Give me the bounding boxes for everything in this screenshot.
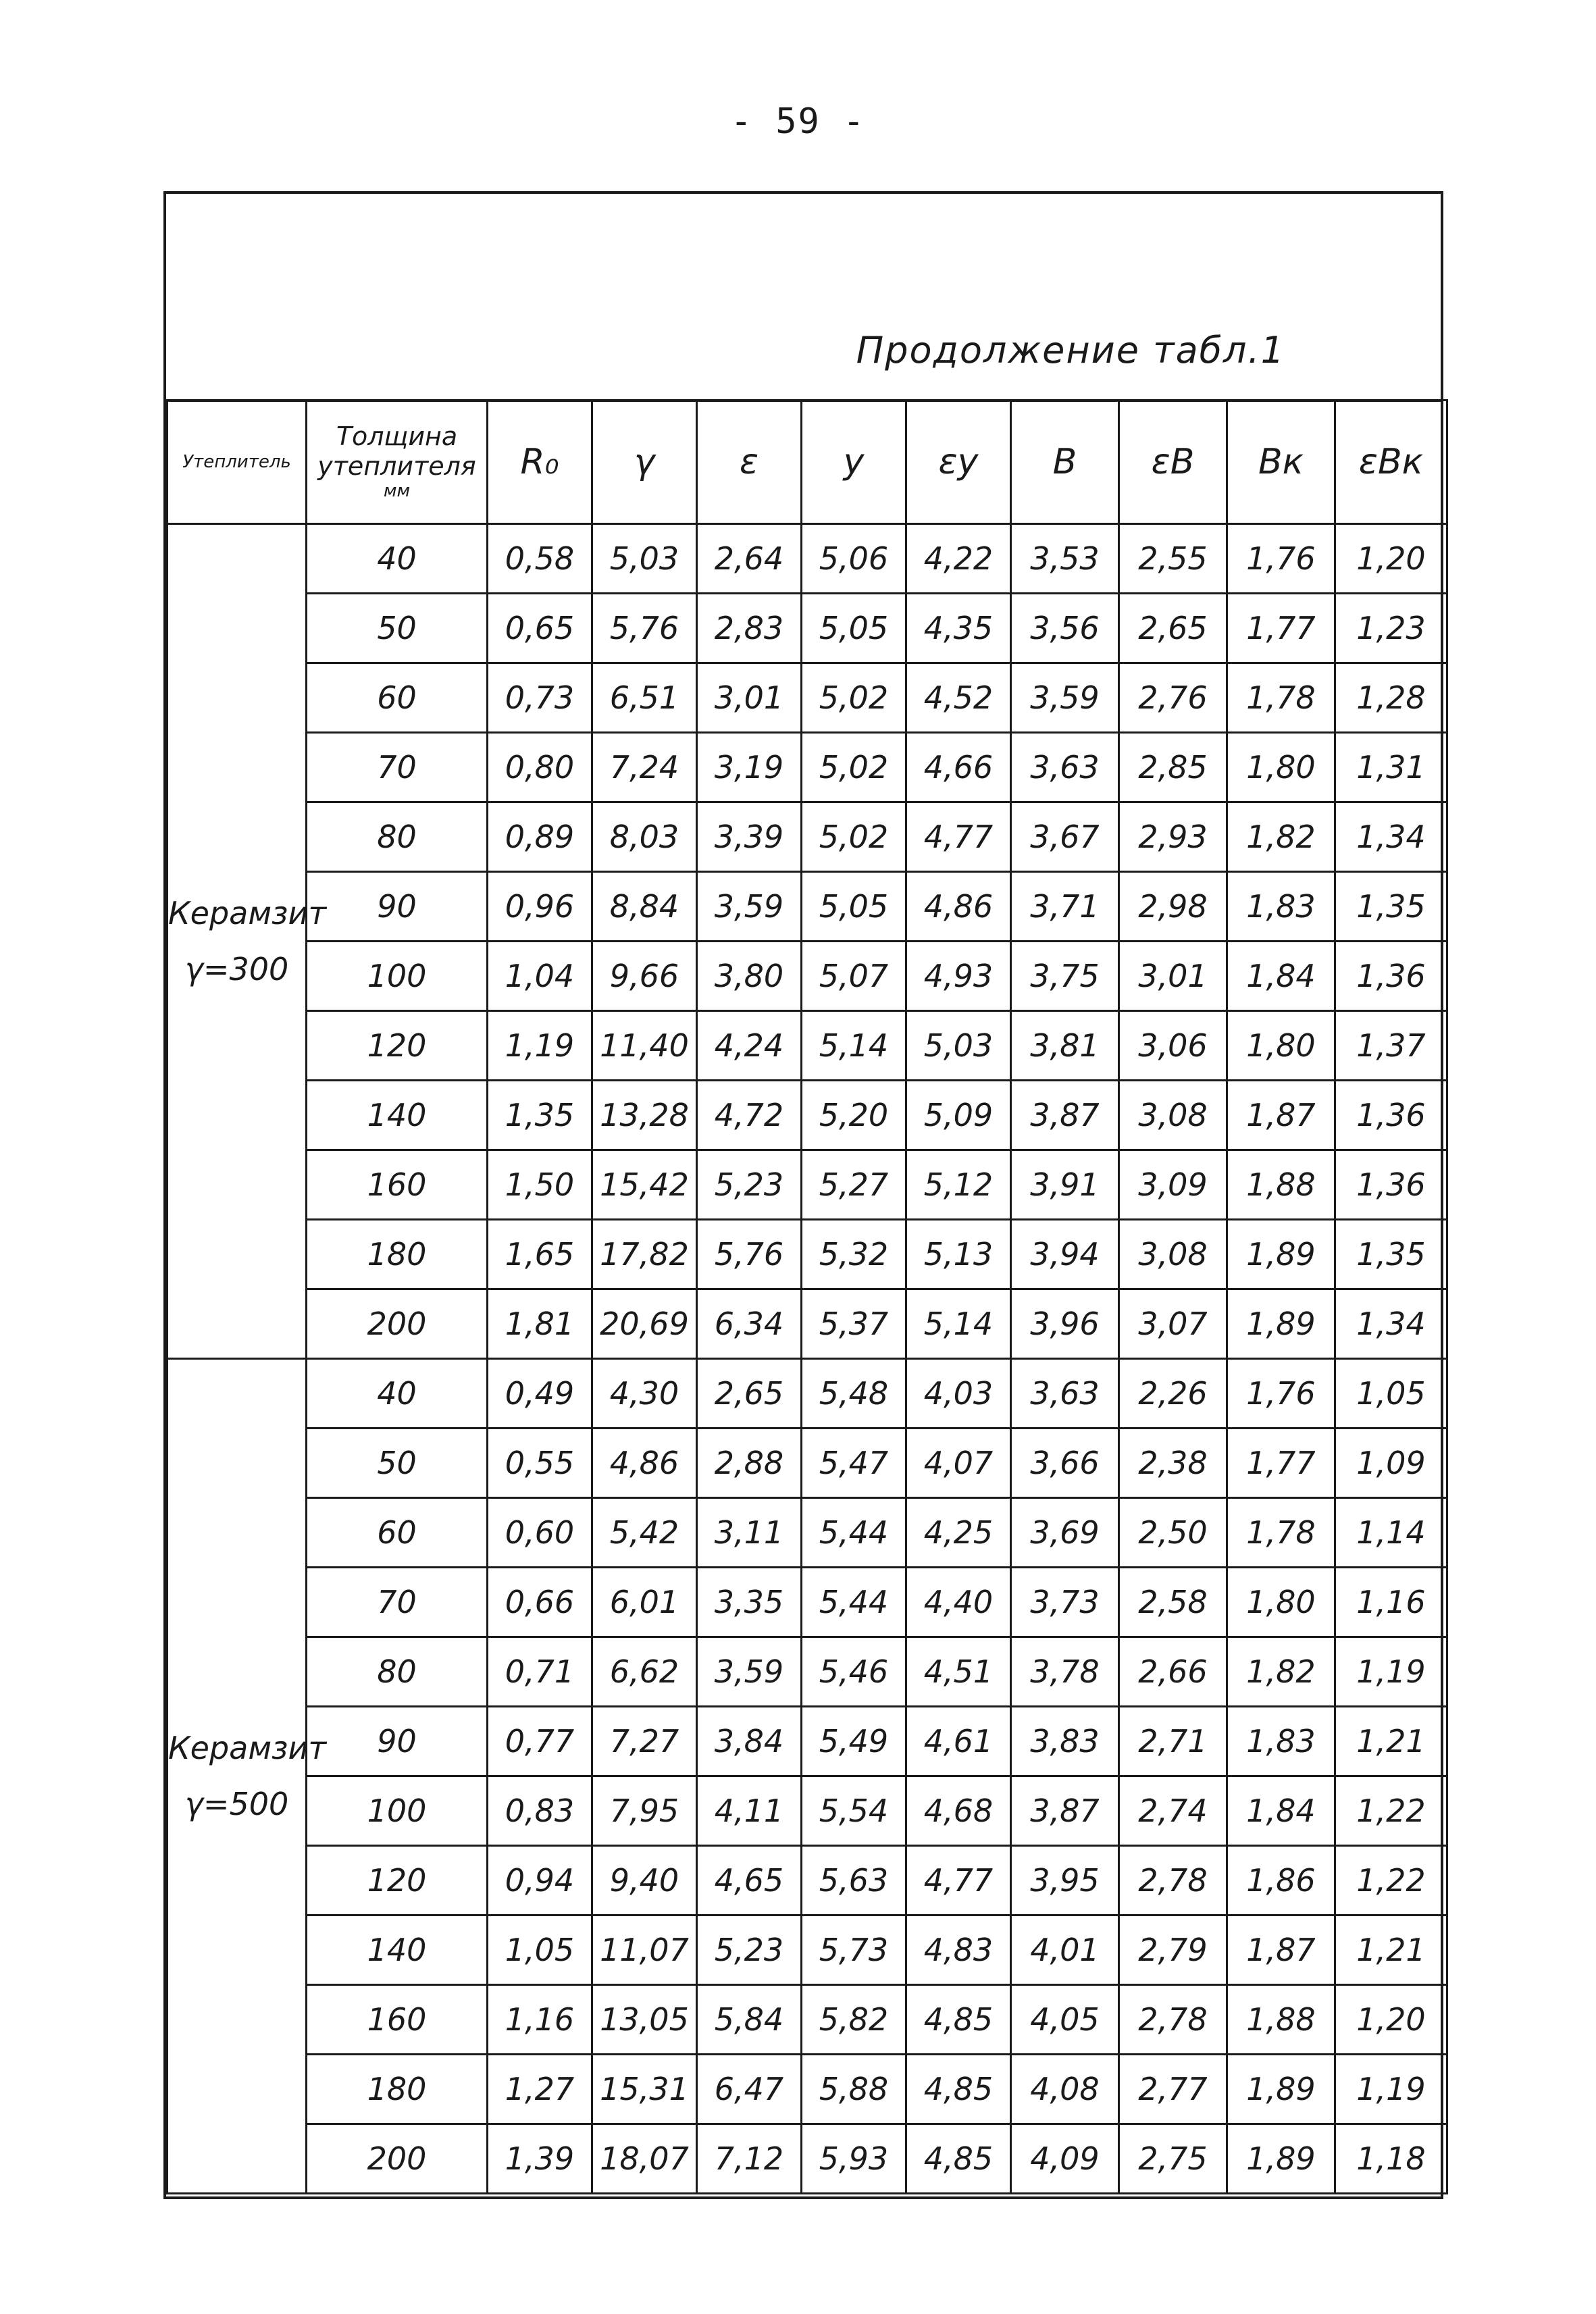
value-cell: 3,01 <box>697 663 802 733</box>
value-cell: 1,87 <box>1227 1916 1335 1985</box>
caption-area <box>166 194 1441 402</box>
value-cell: 5,54 <box>802 1776 906 1846</box>
thickness-cell: 90 <box>307 872 488 942</box>
value-cell: 1,21 <box>1335 1916 1447 1985</box>
value-cell: 2,77 <box>1119 2055 1227 2124</box>
value-cell: 5,03 <box>906 1011 1011 1081</box>
header-thickness-line2: утеплителя <box>317 451 476 482</box>
value-cell: 1,88 <box>1227 1150 1335 1220</box>
table-row <box>168 1359 1447 1429</box>
value-cell: 4,03 <box>906 1359 1011 1429</box>
header-col: ε <box>697 401 802 524</box>
value-cell: 1,89 <box>1227 1289 1335 1359</box>
value-cell: 0,94 <box>488 1846 592 1916</box>
table-row <box>168 1150 1447 1220</box>
table-row <box>168 1011 1447 1081</box>
value-cell: 7,95 <box>592 1776 697 1846</box>
value-cell: 3,59 <box>1011 663 1119 733</box>
value-cell: 2,38 <box>1119 1429 1227 1498</box>
value-cell: 7,24 <box>592 733 697 802</box>
value-cell: 0,65 <box>488 594 592 663</box>
value-cell: 4,85 <box>906 2124 1011 2194</box>
thickness-cell: 80 <box>307 802 488 872</box>
value-cell: 1,36 <box>1335 1081 1447 1150</box>
value-cell: 4,08 <box>1011 2055 1119 2124</box>
value-cell: 5,44 <box>802 1568 906 1637</box>
value-cell: 2,74 <box>1119 1776 1227 1846</box>
value-cell: 1,65 <box>488 1220 592 1289</box>
value-cell: 8,84 <box>592 872 697 942</box>
value-cell: 5,02 <box>802 733 906 802</box>
value-cell: 4,11 <box>697 1776 802 1846</box>
header-col: R₀ <box>488 401 592 524</box>
value-cell: 5,44 <box>802 1498 906 1568</box>
value-cell: 4,51 <box>906 1637 1011 1707</box>
header-thickness-line1: Толщина <box>336 421 458 452</box>
thickness-cell: 100 <box>307 1776 488 1846</box>
value-cell: 4,40 <box>906 1568 1011 1637</box>
value-cell: 11,40 <box>592 1011 697 1081</box>
page-number: - 59 - <box>730 101 866 142</box>
header-col: εy <box>906 401 1011 524</box>
value-cell: 1,82 <box>1227 802 1335 872</box>
thickness-cell: 160 <box>307 1150 488 1220</box>
table-row <box>168 872 1447 942</box>
header-col: B <box>1011 401 1119 524</box>
header-thickness <box>307 401 488 524</box>
value-cell: 0,96 <box>488 872 592 942</box>
value-cell: 7,27 <box>592 1707 697 1776</box>
value-cell: 4,05 <box>1011 1985 1119 2055</box>
value-cell: 2,85 <box>1119 733 1227 802</box>
value-cell: 5,32 <box>802 1220 906 1289</box>
value-cell: 2,88 <box>697 1429 802 1498</box>
value-cell: 3,87 <box>1011 1776 1119 1846</box>
group-material: Керамзит <box>168 1729 327 1766</box>
value-cell: 0,58 <box>488 524 592 594</box>
value-cell: 0,83 <box>488 1776 592 1846</box>
value-cell: 7,12 <box>697 2124 802 2194</box>
value-cell: 6,34 <box>697 1289 802 1359</box>
value-cell: 4,93 <box>906 942 1011 1011</box>
value-cell: 5,76 <box>697 1220 802 1289</box>
value-cell: 4,52 <box>906 663 1011 733</box>
value-cell: 4,85 <box>906 1985 1011 2055</box>
value-cell: 1,76 <box>1227 1359 1335 1429</box>
thickness-cell: 40 <box>307 524 488 594</box>
table-row <box>168 733 1447 802</box>
value-cell: 1,27 <box>488 2055 592 2124</box>
table-row <box>168 1846 1447 1916</box>
thickness-cell: 140 <box>307 1081 488 1150</box>
table-row <box>168 1637 1447 1707</box>
value-cell: 3,84 <box>697 1707 802 1776</box>
value-cell: 9,40 <box>592 1846 697 1916</box>
value-cell: 1,35 <box>1335 1220 1447 1289</box>
table-row <box>168 942 1447 1011</box>
thickness-cell: 80 <box>307 1637 488 1707</box>
value-cell: 0,89 <box>488 802 592 872</box>
value-cell: 5,23 <box>697 1916 802 1985</box>
value-cell: 5,05 <box>802 594 906 663</box>
value-cell: 1,09 <box>1335 1429 1447 1498</box>
value-cell: 1,37 <box>1335 1011 1447 1081</box>
value-cell: 1,89 <box>1227 2055 1335 2124</box>
value-cell: 2,98 <box>1119 872 1227 942</box>
table-caption: Продолжение табл.1 <box>856 329 1285 371</box>
value-cell: 11,07 <box>592 1916 697 1985</box>
thickness-cell: 120 <box>307 1011 488 1081</box>
value-cell: 4,22 <box>906 524 1011 594</box>
value-cell: 3,01 <box>1119 942 1227 1011</box>
value-cell: 1,76 <box>1227 524 1335 594</box>
value-cell: 2,58 <box>1119 1568 1227 1637</box>
value-cell: 5,14 <box>906 1289 1011 1359</box>
value-cell: 3,80 <box>697 942 802 1011</box>
value-cell: 0,55 <box>488 1429 592 1498</box>
value-cell: 2,64 <box>697 524 802 594</box>
value-cell: 5,23 <box>697 1150 802 1220</box>
value-cell: 1,80 <box>1227 733 1335 802</box>
thickness-cell: 60 <box>307 663 488 733</box>
value-cell: 3,11 <box>697 1498 802 1568</box>
thickness-cell: 200 <box>307 2124 488 2194</box>
value-cell: 3,59 <box>697 1637 802 1707</box>
header-row <box>168 401 1447 524</box>
value-cell: 1,18 <box>1335 2124 1447 2194</box>
value-cell: 5,63 <box>802 1846 906 1916</box>
value-cell: 1,16 <box>1335 1568 1447 1637</box>
value-cell: 1,16 <box>488 1985 592 2055</box>
value-cell: 1,23 <box>1335 594 1447 663</box>
header-thickness-unit: мм <box>383 480 411 501</box>
value-cell: 3,53 <box>1011 524 1119 594</box>
value-cell: 1,83 <box>1227 1707 1335 1776</box>
thickness-cell: 70 <box>307 1568 488 1637</box>
value-cell: 9,66 <box>592 942 697 1011</box>
value-cell: 2,93 <box>1119 802 1227 872</box>
value-cell: 5,27 <box>802 1150 906 1220</box>
thickness-cell: 180 <box>307 1220 488 1289</box>
value-cell: 5,14 <box>802 1011 906 1081</box>
value-cell: 3,78 <box>1011 1637 1119 1707</box>
thickness-cell: 90 <box>307 1707 488 1776</box>
value-cell: 4,86 <box>592 1429 697 1498</box>
value-cell: 5,49 <box>802 1707 906 1776</box>
value-cell: 4,68 <box>906 1776 1011 1846</box>
value-cell: 3,73 <box>1011 1568 1119 1637</box>
thickness-cell: 60 <box>307 1498 488 1568</box>
value-cell: 3,59 <box>697 872 802 942</box>
value-cell: 5,09 <box>906 1081 1011 1150</box>
value-cell: 0,66 <box>488 1568 592 1637</box>
value-cell: 1,36 <box>1335 942 1447 1011</box>
value-cell: 4,25 <box>906 1498 1011 1568</box>
value-cell: 4,35 <box>906 594 1011 663</box>
value-cell: 1,88 <box>1227 1985 1335 2055</box>
data-table <box>166 399 1448 2194</box>
thickness-cell: 70 <box>307 733 488 802</box>
value-cell: 4,07 <box>906 1429 1011 1498</box>
group-density: γ=300 <box>184 950 289 987</box>
value-cell: 0,60 <box>488 1498 592 1568</box>
value-cell: 4,66 <box>906 733 1011 802</box>
group-label <box>168 1359 327 2194</box>
value-cell: 13,28 <box>592 1081 697 1150</box>
table-row <box>168 802 1447 872</box>
value-cell: 3,07 <box>1119 1289 1227 1359</box>
header-col: γ <box>592 401 697 524</box>
value-cell: 3,08 <box>1119 1220 1227 1289</box>
value-cell: 3,69 <box>1011 1498 1119 1568</box>
value-cell: 1,78 <box>1227 663 1335 733</box>
header-col: y <box>802 401 906 524</box>
value-cell: 5,37 <box>802 1289 906 1359</box>
value-cell: 3,06 <box>1119 1011 1227 1081</box>
table-frame <box>163 191 1443 2199</box>
value-cell: 5,02 <box>802 663 906 733</box>
value-cell: 4,65 <box>697 1846 802 1916</box>
value-cell: 4,61 <box>906 1707 1011 1776</box>
table-row <box>168 1568 1447 1637</box>
value-cell: 5,48 <box>802 1359 906 1429</box>
table-row <box>168 1985 1447 2055</box>
value-cell: 4,24 <box>697 1011 802 1081</box>
value-cell: 3,56 <box>1011 594 1119 663</box>
value-cell: 1,39 <box>488 2124 592 2194</box>
header-col: εBк <box>1335 401 1447 524</box>
table-row <box>168 1916 1447 1985</box>
value-cell: 4,01 <box>1011 1916 1119 1985</box>
value-cell: 1,78 <box>1227 1498 1335 1568</box>
value-cell: 3,71 <box>1011 872 1119 942</box>
value-cell: 1,81 <box>488 1289 592 1359</box>
thickness-cell: 100 <box>307 942 488 1011</box>
value-cell: 5,12 <box>906 1150 1011 1220</box>
table-row <box>168 594 1447 663</box>
value-cell: 3,96 <box>1011 1289 1119 1359</box>
value-cell: 2,79 <box>1119 1916 1227 1985</box>
value-cell: 1,04 <box>488 942 592 1011</box>
value-cell: 5,07 <box>802 942 906 1011</box>
value-cell: 1,89 <box>1227 1220 1335 1289</box>
value-cell: 5,13 <box>906 1220 1011 1289</box>
value-cell: 4,77 <box>906 802 1011 872</box>
value-cell: 2,83 <box>697 594 802 663</box>
value-cell: 3,83 <box>1011 1707 1119 1776</box>
value-cell: 2,26 <box>1119 1359 1227 1429</box>
value-cell: 2,65 <box>1119 594 1227 663</box>
value-cell: 5,47 <box>802 1429 906 1498</box>
value-cell: 1,84 <box>1227 942 1335 1011</box>
value-cell: 20,69 <box>592 1289 697 1359</box>
value-cell: 5,82 <box>802 1985 906 2055</box>
value-cell: 0,73 <box>488 663 592 733</box>
value-cell: 18,07 <box>592 2124 697 2194</box>
value-cell: 3,39 <box>697 802 802 872</box>
value-cell: 1,31 <box>1335 733 1447 802</box>
value-cell: 1,20 <box>1335 524 1447 594</box>
table-row <box>168 1429 1447 1498</box>
value-cell: 5,93 <box>802 2124 906 2194</box>
value-cell: 0,49 <box>488 1359 592 1429</box>
value-cell: 6,51 <box>592 663 697 733</box>
value-cell: 4,86 <box>906 872 1011 942</box>
value-cell: 1,35 <box>488 1081 592 1150</box>
value-cell: 1,05 <box>1335 1359 1447 1429</box>
value-cell: 3,95 <box>1011 1846 1119 1916</box>
value-cell: 3,63 <box>1011 1359 1119 1429</box>
thickness-cell: 50 <box>307 594 488 663</box>
value-cell: 1,05 <box>488 1916 592 1985</box>
value-cell: 8,03 <box>592 802 697 872</box>
value-cell: 1,34 <box>1335 802 1447 872</box>
value-cell: 1,80 <box>1227 1011 1335 1081</box>
value-cell: 1,36 <box>1335 1150 1447 1220</box>
value-cell: 6,01 <box>592 1568 697 1637</box>
thickness-cell: 180 <box>307 2055 488 2124</box>
group-label <box>168 524 327 1359</box>
value-cell: 6,62 <box>592 1637 697 1707</box>
header-material: Утеплитель <box>168 401 307 524</box>
value-cell: 5,73 <box>802 1916 906 1985</box>
value-cell: 1,87 <box>1227 1081 1335 1150</box>
value-cell: 1,22 <box>1335 1846 1447 1916</box>
value-cell: 13,05 <box>592 1985 697 2055</box>
group-density: γ=500 <box>184 1785 289 1822</box>
value-cell: 1,77 <box>1227 1429 1335 1498</box>
value-cell: 2,76 <box>1119 663 1227 733</box>
value-cell: 3,35 <box>697 1568 802 1637</box>
value-cell: 1,83 <box>1227 872 1335 942</box>
value-cell: 4,77 <box>906 1846 1011 1916</box>
header-col: εB <box>1119 401 1227 524</box>
value-cell: 1,34 <box>1335 1289 1447 1359</box>
table-row <box>168 1498 1447 1568</box>
table-row <box>168 1776 1447 1846</box>
table-row <box>168 1081 1447 1150</box>
value-cell: 4,09 <box>1011 2124 1119 2194</box>
value-cell: 4,30 <box>592 1359 697 1429</box>
table-row <box>168 2124 1447 2194</box>
value-cell: 5,46 <box>802 1637 906 1707</box>
value-cell: 5,42 <box>592 1498 697 1568</box>
thickness-cell: 50 <box>307 1429 488 1498</box>
table-row <box>168 1707 1447 1776</box>
value-cell: 3,87 <box>1011 1081 1119 1150</box>
value-cell: 1,80 <box>1227 1568 1335 1637</box>
thickness-cell: 40 <box>307 1359 488 1429</box>
value-cell: 2,66 <box>1119 1637 1227 1707</box>
value-cell: 1,22 <box>1335 1776 1447 1846</box>
value-cell: 1,77 <box>1227 594 1335 663</box>
value-cell: 3,91 <box>1011 1150 1119 1220</box>
value-cell: 1,89 <box>1227 2124 1335 2194</box>
value-cell: 1,20 <box>1335 1985 1447 2055</box>
value-cell: 5,84 <box>697 1985 802 2055</box>
value-cell: 3,94 <box>1011 1220 1119 1289</box>
value-cell: 4,83 <box>906 1916 1011 1985</box>
value-cell: 1,35 <box>1335 872 1447 942</box>
value-cell: 1,28 <box>1335 663 1447 733</box>
table-row <box>168 2055 1447 2124</box>
value-cell: 2,55 <box>1119 524 1227 594</box>
value-cell: 4,72 <box>697 1081 802 1150</box>
thickness-cell: 120 <box>307 1846 488 1916</box>
value-cell: 2,78 <box>1119 1985 1227 2055</box>
header-col: Bк <box>1227 401 1335 524</box>
value-cell: 2,65 <box>697 1359 802 1429</box>
value-cell: 17,82 <box>592 1220 697 1289</box>
value-cell: 1,19 <box>488 1011 592 1081</box>
value-cell: 5,06 <box>802 524 906 594</box>
value-cell: 3,08 <box>1119 1081 1227 1150</box>
value-cell: 1,50 <box>488 1150 592 1220</box>
value-cell: 1,84 <box>1227 1776 1335 1846</box>
value-cell: 3,63 <box>1011 733 1119 802</box>
value-cell: 2,71 <box>1119 1707 1227 1776</box>
value-cell: 1,86 <box>1227 1846 1335 1916</box>
value-cell: 2,75 <box>1119 2124 1227 2194</box>
value-cell: 5,20 <box>802 1081 906 1150</box>
value-cell: 5,88 <box>802 2055 906 2124</box>
value-cell: 1,19 <box>1335 1637 1447 1707</box>
value-cell: 6,47 <box>697 2055 802 2124</box>
value-cell: 1,21 <box>1335 1707 1447 1776</box>
table-body <box>168 524 1447 2194</box>
thickness-cell: 200 <box>307 1289 488 1359</box>
value-cell: 0,71 <box>488 1637 592 1707</box>
thickness-cell: 160 <box>307 1985 488 2055</box>
value-cell: 15,31 <box>592 2055 697 2124</box>
thickness-cell: 140 <box>307 1916 488 1985</box>
value-cell: 5,02 <box>802 802 906 872</box>
value-cell: 4,85 <box>906 2055 1011 2124</box>
value-cell: 3,75 <box>1011 942 1119 1011</box>
value-cell: 5,03 <box>592 524 697 594</box>
value-cell: 5,05 <box>802 872 906 942</box>
value-cell: 1,82 <box>1227 1637 1335 1707</box>
table-row <box>168 1289 1447 1359</box>
table-row <box>168 524 1447 594</box>
value-cell: 3,67 <box>1011 802 1119 872</box>
value-cell: 3,19 <box>697 733 802 802</box>
value-cell: 0,77 <box>488 1707 592 1776</box>
value-cell: 2,50 <box>1119 1498 1227 1568</box>
value-cell: 5,76 <box>592 594 697 663</box>
value-cell: 3,81 <box>1011 1011 1119 1081</box>
value-cell: 3,66 <box>1011 1429 1119 1498</box>
value-cell: 15,42 <box>592 1150 697 1220</box>
value-cell: 2,78 <box>1119 1846 1227 1916</box>
table-row <box>168 1220 1447 1289</box>
group-material: Керамзит <box>168 894 327 931</box>
value-cell: 0,80 <box>488 733 592 802</box>
value-cell: 3,09 <box>1119 1150 1227 1220</box>
table-row <box>168 663 1447 733</box>
value-cell: 1,14 <box>1335 1498 1447 1568</box>
value-cell: 1,19 <box>1335 2055 1447 2124</box>
